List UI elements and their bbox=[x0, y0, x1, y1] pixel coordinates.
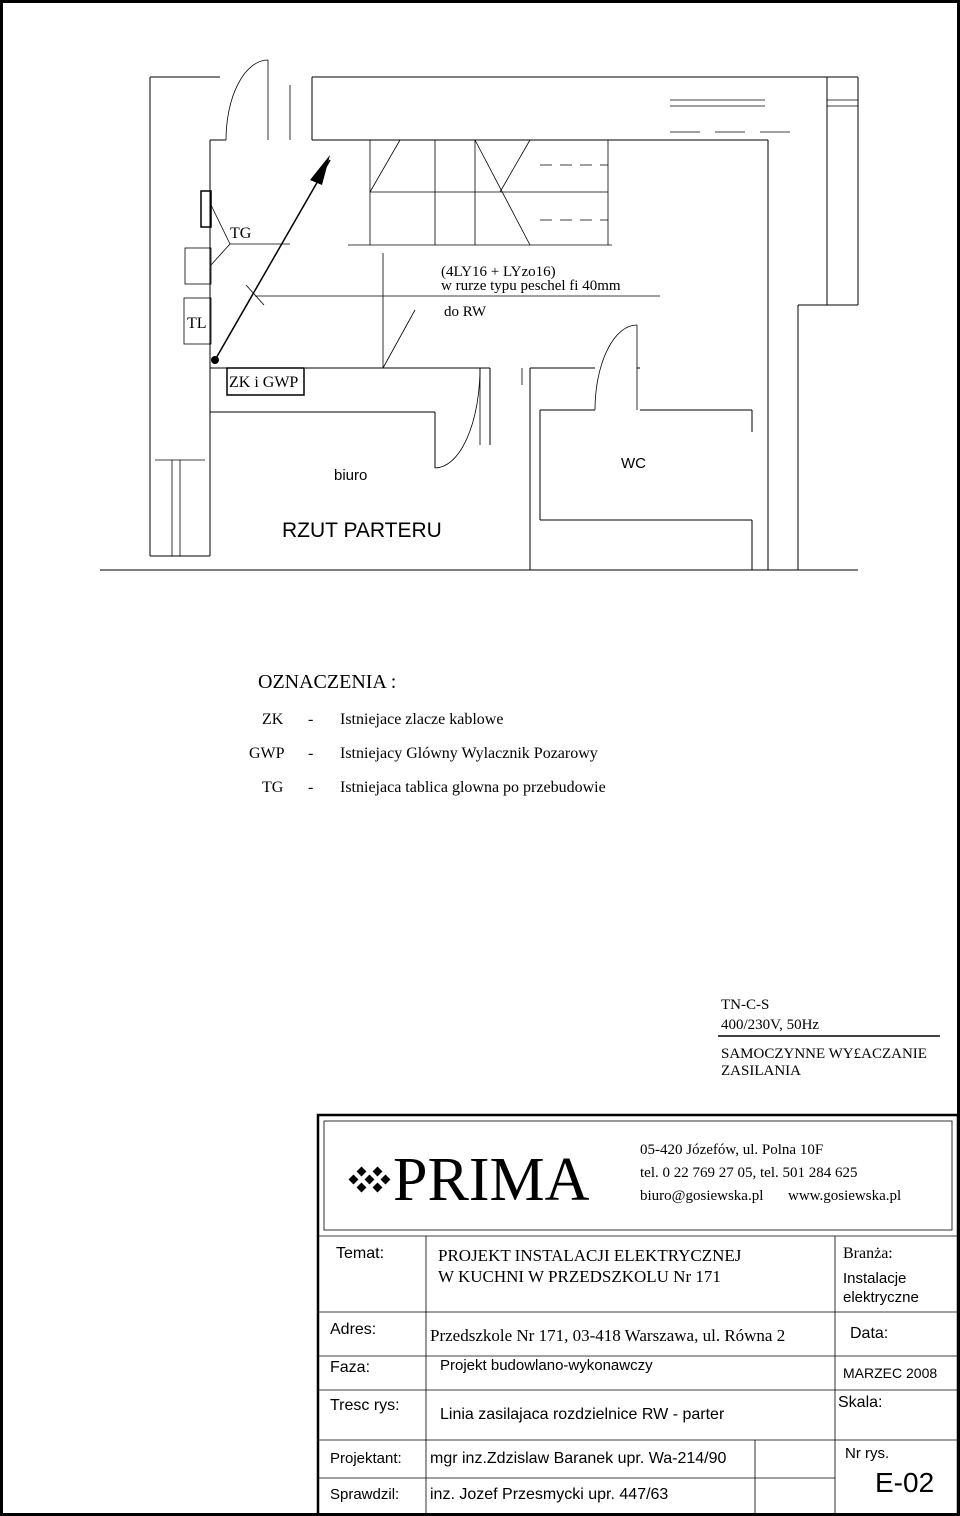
data-label: Data: bbox=[850, 1325, 889, 1342]
cable-start-dot bbox=[211, 356, 219, 364]
cable-route bbox=[215, 160, 330, 360]
legend-dash-tg: - bbox=[308, 779, 314, 796]
tresc-value: Linia zasilajaca rozdzielnice RW - parter bbox=[440, 1406, 725, 1423]
legend-code-gwp: GWP bbox=[249, 745, 285, 762]
sprawdzil-value: inz. Jozef Przesmycki upr. 447/63 bbox=[430, 1486, 669, 1503]
company-logo-text: PRIMA bbox=[393, 1146, 590, 1214]
cable-spec-line1: (4LY16 + LYzo16) bbox=[441, 264, 556, 280]
prima-logo-diamonds-icon bbox=[349, 1167, 391, 1193]
door-swing-wc bbox=[595, 325, 637, 410]
legend-dash-zk: - bbox=[308, 711, 314, 728]
supply-voltage: 400/230V, 50Hz bbox=[721, 1017, 820, 1033]
room-label-wc: WC bbox=[621, 455, 646, 472]
branza-line2: elektryczne bbox=[843, 1289, 919, 1306]
cable-arrow bbox=[310, 155, 330, 185]
room-label-biuro: biuro bbox=[334, 467, 368, 484]
door-swing-top bbox=[226, 60, 268, 140]
label-zk-gwp: ZK i GWP bbox=[229, 374, 299, 391]
tresc-label: Tresc rys: bbox=[330, 1397, 400, 1414]
projektant-value: mgr inz.Zdzislaw Baranek upr. Wa-214/90 bbox=[430, 1450, 727, 1467]
staircase bbox=[348, 140, 612, 368]
data-value: MARZEC 2008 bbox=[843, 1365, 938, 1381]
faza-value: Projekt budowlano-wykonawczy bbox=[440, 1357, 653, 1374]
supply-protection-line1: SAMOCZYNNE WY£ACZANIE bbox=[721, 1046, 927, 1062]
unit-box bbox=[185, 248, 211, 284]
legend-code-zk: ZK bbox=[262, 711, 284, 728]
legend-desc-zk: Istniejace zlacze kablowe bbox=[340, 711, 504, 728]
label-tg: TG bbox=[230, 225, 252, 242]
sprawdzil-label: Sprawdzil: bbox=[330, 1486, 400, 1503]
skala-label: Skala: bbox=[838, 1394, 883, 1411]
adres-value: Przedszkole Nr 171, 03-418 Warszawa, ul. Równa 2 bbox=[430, 1326, 786, 1345]
nr-rys-label: Nr rys. bbox=[845, 1445, 890, 1462]
legend-desc-gwp: Istniejacy Glówny Wylacznik Pozarowy bbox=[340, 745, 598, 762]
projektant-label: Projektant: bbox=[330, 1450, 402, 1467]
plan-title: RZUT PARTERU bbox=[282, 519, 442, 542]
company-phone: tel. 0 22 769 27 05, tel. 501 284 625 bbox=[640, 1165, 858, 1181]
legend-title: OZNACZENIA : bbox=[258, 671, 397, 693]
temat-line1: PROJEKT INSTALACJI ELEKTRYCZNEJ bbox=[438, 1246, 742, 1265]
supply-protection-line2: ZASILANIA bbox=[721, 1063, 801, 1079]
door-swing-corridor bbox=[435, 368, 480, 468]
branza-line1: Instalacje bbox=[843, 1270, 907, 1287]
temat-line2: W KUCHNI W PRZEDSZKOLU Nr 171 bbox=[438, 1267, 721, 1286]
nr-rys-value: E-02 bbox=[875, 1467, 935, 1498]
company-email: biuro@gosiewska.pl bbox=[640, 1188, 764, 1204]
cable-spec-line2: w rurze typu peschel fi 40mm bbox=[441, 278, 621, 294]
company-address: 05-420 Józefów, ul. Polna 10F bbox=[640, 1142, 824, 1158]
cable-spec-line3: do RW bbox=[444, 304, 487, 320]
faza-label: Faza: bbox=[330, 1359, 371, 1376]
temat-label: Temat: bbox=[336, 1245, 385, 1262]
adres-label: Adres: bbox=[330, 1321, 377, 1338]
supply-system: TN-C-S bbox=[721, 997, 770, 1013]
company-website: www.gosiewska.pl bbox=[788, 1188, 902, 1204]
legend-desc-tg: Istniejaca tablica glowna po przebudowie bbox=[340, 779, 606, 796]
label-tl: TL bbox=[187, 315, 207, 332]
legend-dash-gwp: - bbox=[308, 745, 314, 762]
legend-code-tg: TG bbox=[262, 779, 284, 796]
branza-label: Branża: bbox=[843, 1245, 893, 1262]
